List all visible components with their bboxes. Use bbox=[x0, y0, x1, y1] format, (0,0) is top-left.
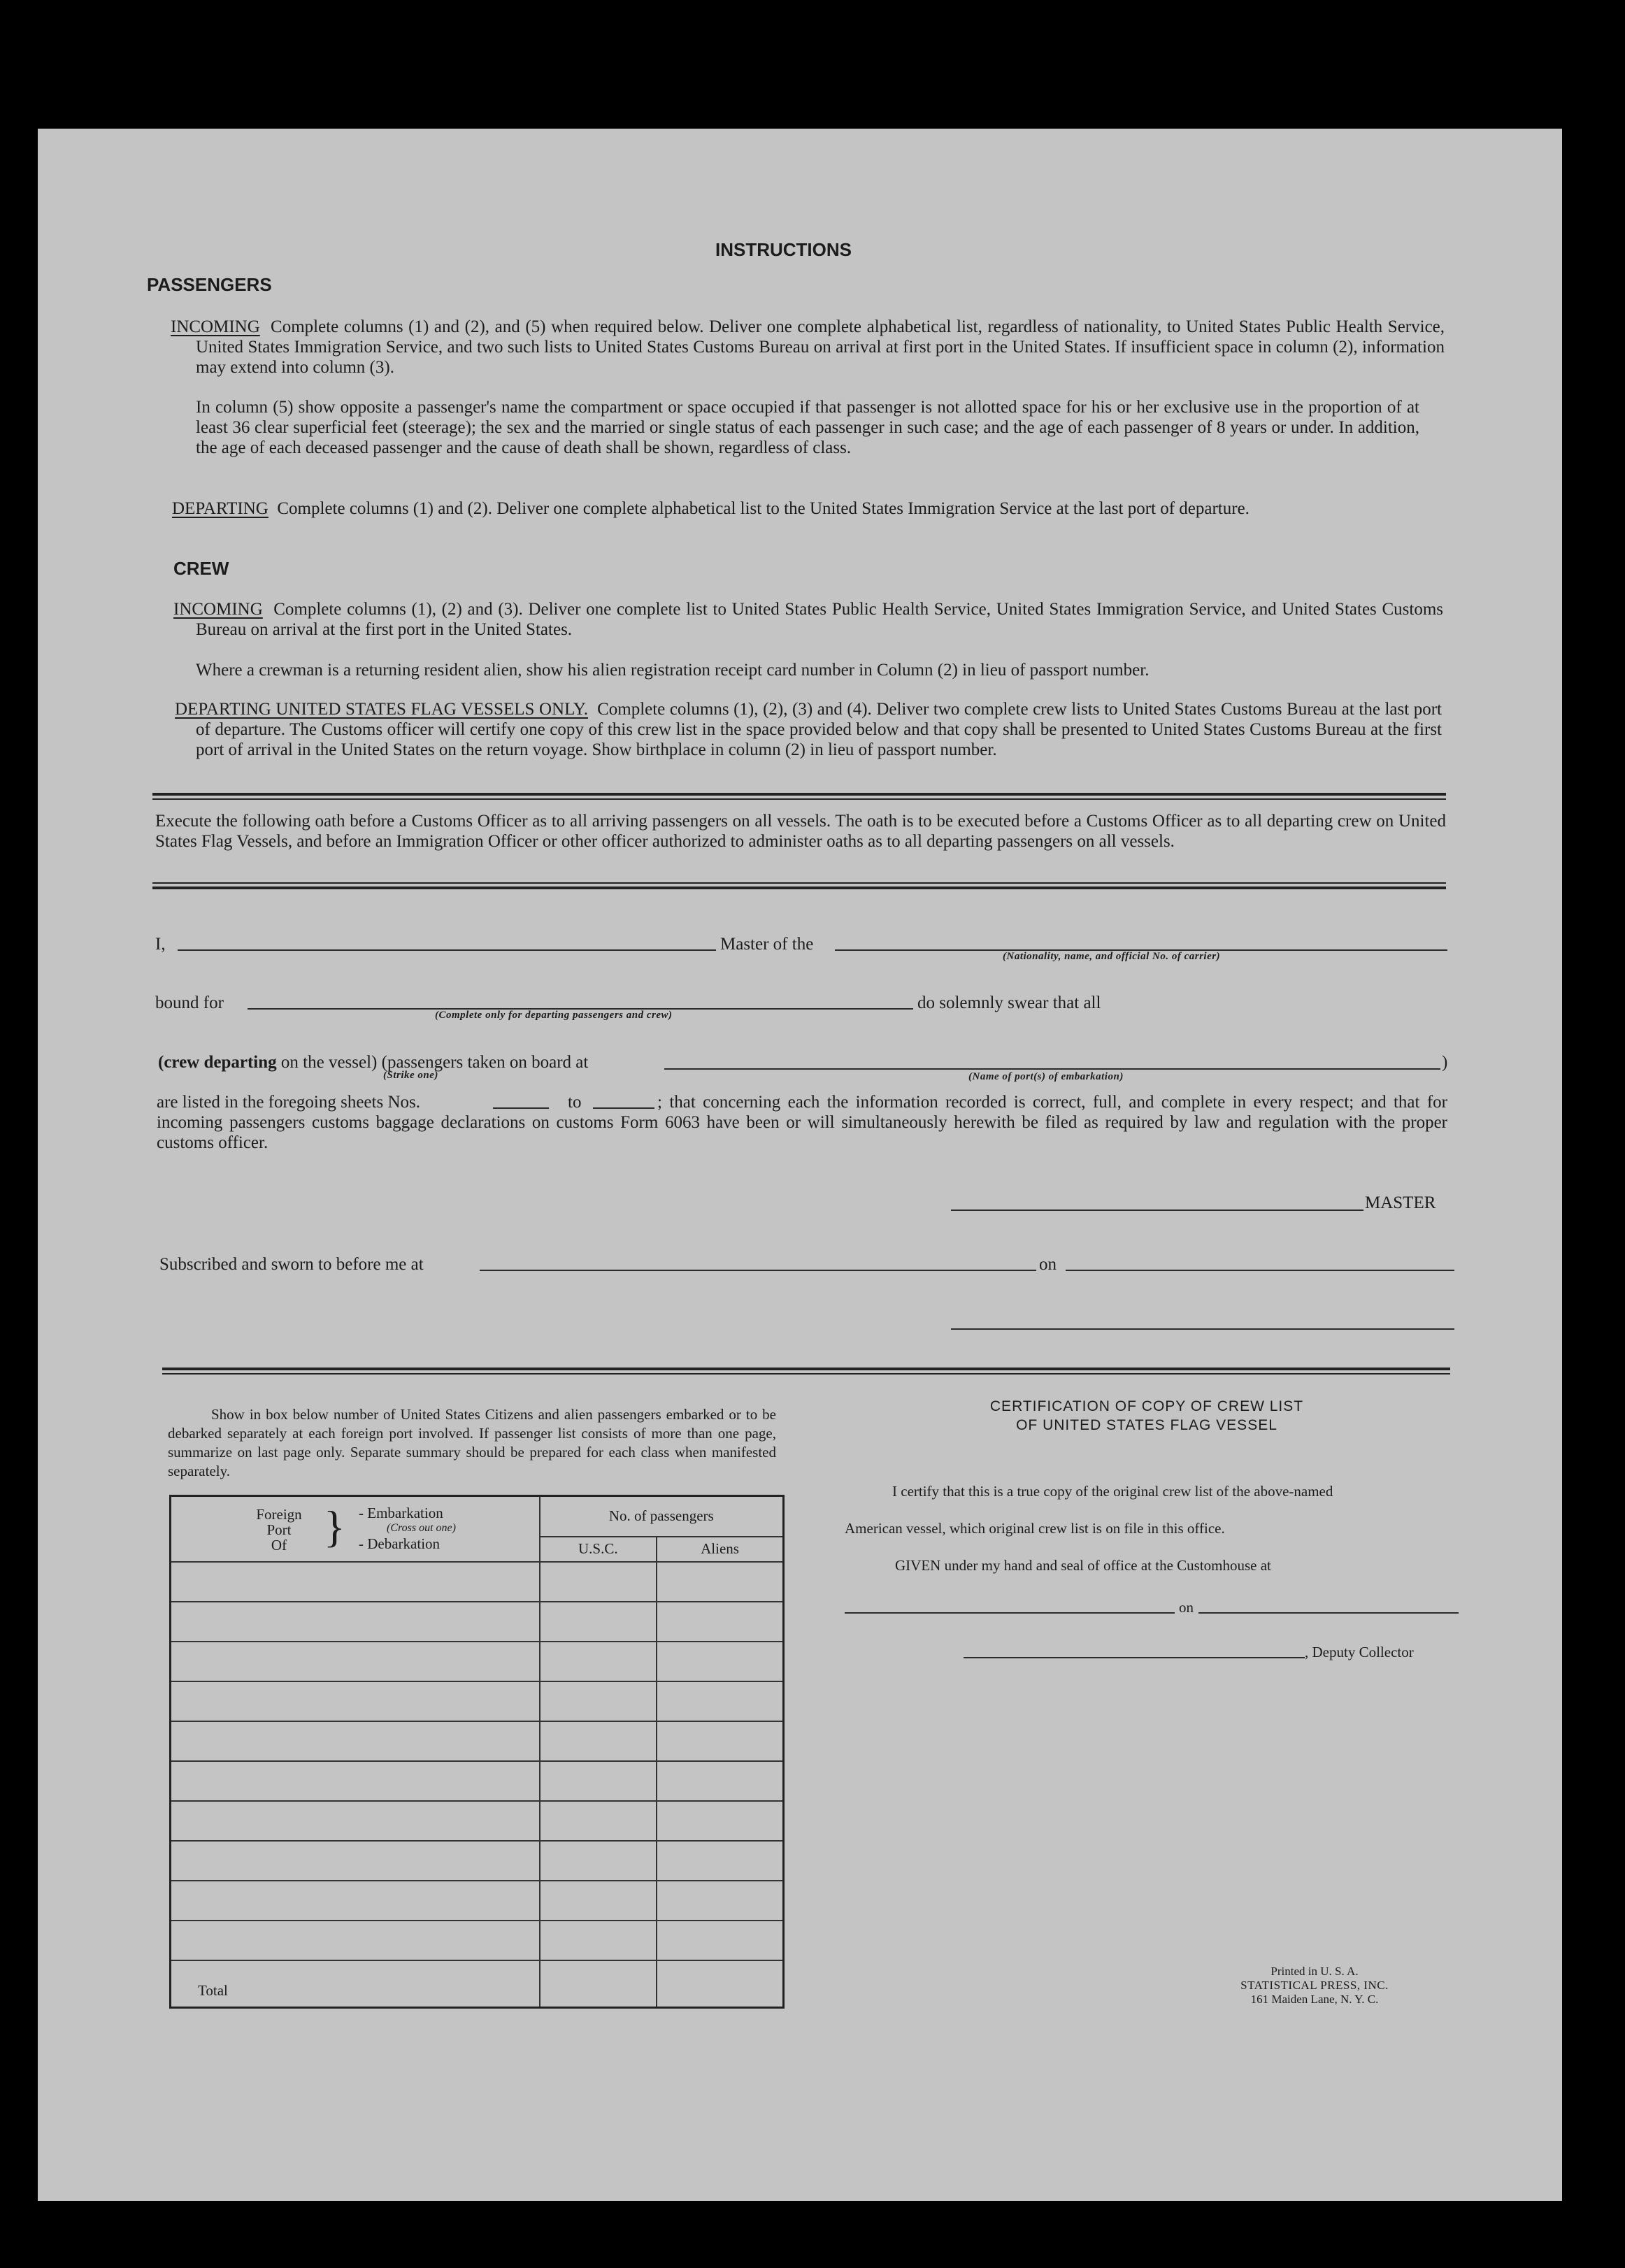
oath-certification-text: ; that concerning each the information recorded is correct, full, and complete in every respect; and that for incoming passengers customs baggage declarations on customs Form 6063 have been or will simultaneously herewith be filed as required by law and regulation with the proper customs officer. bbox=[157, 1093, 1447, 1152]
certify-line2: American vessel, which original crew list is on file in this office. bbox=[845, 1520, 1225, 1537]
aliens-cell[interactable] bbox=[657, 1562, 783, 1602]
master-name-field[interactable] bbox=[178, 949, 716, 951]
table-row bbox=[171, 1681, 784, 1721]
crew-incoming-text: Complete columns (1), (2) and (3). Deliver one complete list to United States Public Health Service, United States Immigration Service, and United States Customs Bureau on arrival at the first port in the United States. bbox=[196, 600, 1443, 639]
usc-cell[interactable] bbox=[540, 1841, 657, 1881]
aliens-cell[interactable] bbox=[657, 1602, 783, 1642]
usc-cell[interactable] bbox=[540, 1801, 657, 1841]
embarkation-port-field[interactable] bbox=[664, 1068, 1440, 1070]
printer-imprint bbox=[1217, 1965, 1412, 2007]
sheets-label: are listed in the foregoing sheets Nos. bbox=[157, 1093, 420, 1112]
port-cell[interactable] bbox=[171, 1921, 540, 1960]
aliens-cell[interactable] bbox=[657, 1881, 783, 1921]
aliens-cell[interactable] bbox=[657, 1721, 783, 1761]
printer-line2: STATISTICAL PRESS, INC. bbox=[1240, 1979, 1389, 1992]
master-signature-field[interactable] bbox=[951, 1210, 1363, 1211]
aliens-cell[interactable] bbox=[657, 1761, 783, 1801]
carrier-caption: (Nationality, name, and official No. of carrier) bbox=[1003, 951, 1221, 962]
port-label: Port bbox=[266, 1521, 292, 1538]
aliens-cell[interactable] bbox=[657, 1801, 783, 1841]
rule-divider bbox=[152, 887, 1446, 889]
table-row bbox=[171, 1562, 784, 1602]
i-label: I, bbox=[155, 935, 166, 954]
certification-title bbox=[839, 1397, 1454, 1435]
table-row bbox=[171, 1721, 784, 1761]
port-header bbox=[171, 1496, 540, 1563]
usc-cell[interactable] bbox=[540, 1721, 657, 1761]
total-row bbox=[171, 1960, 784, 2008]
rule-divider bbox=[152, 882, 1446, 884]
table-row bbox=[171, 1881, 784, 1921]
aliens-cell[interactable] bbox=[657, 1921, 783, 1960]
total-label: Total bbox=[171, 1960, 540, 2008]
port-cell[interactable] bbox=[171, 1562, 540, 1602]
given-line: GIVEN under my hand and seal of office at the Customhouse at bbox=[895, 1557, 1271, 1574]
aliens-cell[interactable] bbox=[657, 1642, 783, 1681]
bound-for-label: bound for bbox=[155, 993, 224, 1012]
column5-paragraph: In column (5) show opposite a passenger's name the compartment or space occupied if that passenger is not allotted space for his or her exclusive use in the proportion of at least 36 clear superficial feet (steerage); the sex and the married or single status of each passenger in such case; and the age of each passenger of 8 years or under. In addition, the age of each deceased passenger and the cause of death shall be shown, regardless of class. bbox=[196, 398, 1419, 457]
crew-alien-paragraph: Where a crewman is a returning resident alien, show his alien registration receipt card number in Column (2) in lieu of passport number. bbox=[196, 661, 1150, 680]
rule-divider bbox=[162, 1373, 1450, 1375]
usc-cell[interactable] bbox=[540, 1562, 657, 1602]
usc-cell[interactable] bbox=[540, 1881, 657, 1921]
master-label: MASTER bbox=[1365, 1193, 1436, 1212]
bound-for-caption: (Complete only for departing passengers and crew) bbox=[435, 1010, 673, 1021]
usc-total-cell[interactable] bbox=[540, 1960, 657, 2008]
to-label: to bbox=[568, 1093, 582, 1112]
usc-cell[interactable] bbox=[540, 1921, 657, 1960]
port-caption: (Name of port(s) of embarkation) bbox=[968, 1071, 1124, 1082]
passenger-summary-table bbox=[169, 1495, 785, 2009]
crew-departing-label: (crew departing bbox=[158, 1053, 277, 1072]
aliens-cell[interactable] bbox=[657, 1841, 783, 1881]
sworn-date-field[interactable] bbox=[1066, 1270, 1454, 1271]
rule-divider bbox=[162, 1368, 1450, 1370]
passengers-taken-label: (passengers taken on board at bbox=[381, 1053, 589, 1072]
oath-intro: Execute the following oath before a Customs Officer as to all arriving passengers on all vessels. The oath is to be executed before a Customs Officer as to all departing crew on United States Flag Vessels, and before an Immigration Officer or other officer authorized to administer oaths as to all departing passengers on all vessels. bbox=[155, 812, 1446, 851]
port-cell[interactable] bbox=[171, 1841, 540, 1881]
deputy-collector-label: , Deputy Collector bbox=[1305, 1644, 1414, 1660]
rule-divider bbox=[152, 798, 1446, 800]
debarkation-option[interactable]: - Debarkation bbox=[359, 1535, 441, 1552]
port-cell[interactable] bbox=[171, 1881, 540, 1921]
printer-line1: Printed in U. S. A. bbox=[1270, 1965, 1359, 1978]
subscribed-label: Subscribed and sworn to before me at bbox=[159, 1255, 424, 1274]
usc-cell[interactable] bbox=[540, 1602, 657, 1642]
usc-header: U.S.C. bbox=[540, 1537, 657, 1562]
crew-heading: CREW bbox=[173, 558, 229, 579]
table-row bbox=[171, 1602, 784, 1642]
port-cell[interactable] bbox=[171, 1801, 540, 1841]
passengers-heading: PASSENGERS bbox=[147, 274, 272, 295]
port-cell[interactable] bbox=[171, 1602, 540, 1642]
rule-divider bbox=[152, 793, 1446, 796]
passengers-incoming-paragraph bbox=[171, 317, 1445, 378]
table-row bbox=[171, 1841, 784, 1881]
port-cell[interactable] bbox=[171, 1642, 540, 1681]
brace-icon: } bbox=[324, 1502, 345, 1551]
port-cell[interactable] bbox=[171, 1681, 540, 1721]
port-cell[interactable] bbox=[171, 1721, 540, 1761]
table-row bbox=[171, 1642, 784, 1681]
certification-title-line1: CERTIFICATION OF COPY OF CREW LIST bbox=[989, 1398, 1304, 1414]
on-label: on bbox=[1039, 1255, 1057, 1274]
deputy-signature-field[interactable] bbox=[964, 1657, 1305, 1658]
port-cell[interactable] bbox=[171, 1761, 540, 1801]
master-of-label: Master of the bbox=[720, 935, 814, 954]
officer-signature-field[interactable] bbox=[951, 1328, 1454, 1330]
passengers-incoming-label: INCOMING bbox=[171, 317, 260, 336]
swear-label: do solemnly swear that all bbox=[917, 993, 1101, 1012]
sworn-place-field[interactable] bbox=[480, 1270, 1036, 1271]
certify-line1: I certify that this is a true copy of the original crew list of the above-named bbox=[892, 1483, 1333, 1500]
crew-incoming-paragraph bbox=[173, 599, 1443, 640]
passengers-departing-text: Complete columns (1) and (2). Deliver one complete alphabetical list to the United States Immigration Service at the last port of departure. bbox=[277, 499, 1250, 518]
on-vessel-label: on the vessel) bbox=[280, 1053, 378, 1072]
aliens-total-cell[interactable] bbox=[657, 1960, 783, 2008]
certification-title-line2: OF UNITED STATES FLAG VESSEL bbox=[1016, 1417, 1277, 1433]
passengers-incoming-text: Complete columns (1) and (2), and (5) when required below. Deliver one complete alphabetical list, regardless of nationality, to United States Public Health Service, United States Immigration Service, and two such lists to United States Customs Bureau on arrival at first port in the United States. If insufficient space in column (2), information may extend into column (3). bbox=[196, 317, 1445, 377]
aliens-header: Aliens bbox=[657, 1537, 783, 1562]
instructions-title: INSTRUCTIONS bbox=[715, 239, 852, 260]
crew-departing-text: Complete columns (1), (2), (3) and (4). Deliver two complete crew lists to United States Customs Bureau at the last port of departure. The Customs officer will certify one copy of this crew list in the space provided below and that copy shall be presented to United States Customs Bureau at the first port of arrival in the United States on the return voyage. Show birthplace in column (2) in lieu of passport number. bbox=[196, 700, 1443, 759]
table-row bbox=[171, 1761, 784, 1801]
crew-incoming-label: INCOMING bbox=[173, 600, 263, 619]
crew-departing-label: DEPARTING UNITED STATES FLAG VESSELS ONLY. bbox=[175, 700, 588, 719]
aliens-cell[interactable] bbox=[657, 1681, 783, 1721]
embarkation-option[interactable]: - Embarkation bbox=[359, 1505, 443, 1521]
strike-one-caption: (Strike one) bbox=[383, 1070, 438, 1081]
customhouse-field[interactable] bbox=[845, 1612, 1175, 1614]
passengers-header: No. of passengers bbox=[540, 1496, 784, 1537]
table-row bbox=[171, 1801, 784, 1841]
usc-cell[interactable] bbox=[540, 1642, 657, 1681]
passengers-departing-paragraph bbox=[172, 498, 1443, 519]
usc-cell[interactable] bbox=[540, 1761, 657, 1801]
table-row bbox=[171, 1921, 784, 1960]
cert-on-label: on bbox=[1179, 1599, 1194, 1616]
cert-date-field[interactable] bbox=[1198, 1612, 1459, 1614]
printer-line3: 161 Maiden Lane, N. Y. C. bbox=[1250, 1993, 1379, 2006]
of-label: Of bbox=[271, 1537, 287, 1553]
passengers-departing-label: DEPARTING bbox=[172, 499, 269, 518]
crew-passengers-line bbox=[158, 1052, 588, 1072]
crew-departing-paragraph bbox=[175, 699, 1442, 760]
summary-instruction: Show in box below number of United States Citizens and alien passengers embarked or to be debarked separately at each foreign port involved. If passenger list consists of more than one page, summarize on last page only. Separate summary should be prepared for each class when manifested separately. bbox=[168, 1406, 776, 1479]
usc-cell[interactable] bbox=[540, 1681, 657, 1721]
close-paren: ) bbox=[1442, 1053, 1448, 1072]
cross-out-note: (Cross out one) bbox=[387, 1522, 456, 1534]
foreign-label: Foreign bbox=[256, 1506, 302, 1523]
